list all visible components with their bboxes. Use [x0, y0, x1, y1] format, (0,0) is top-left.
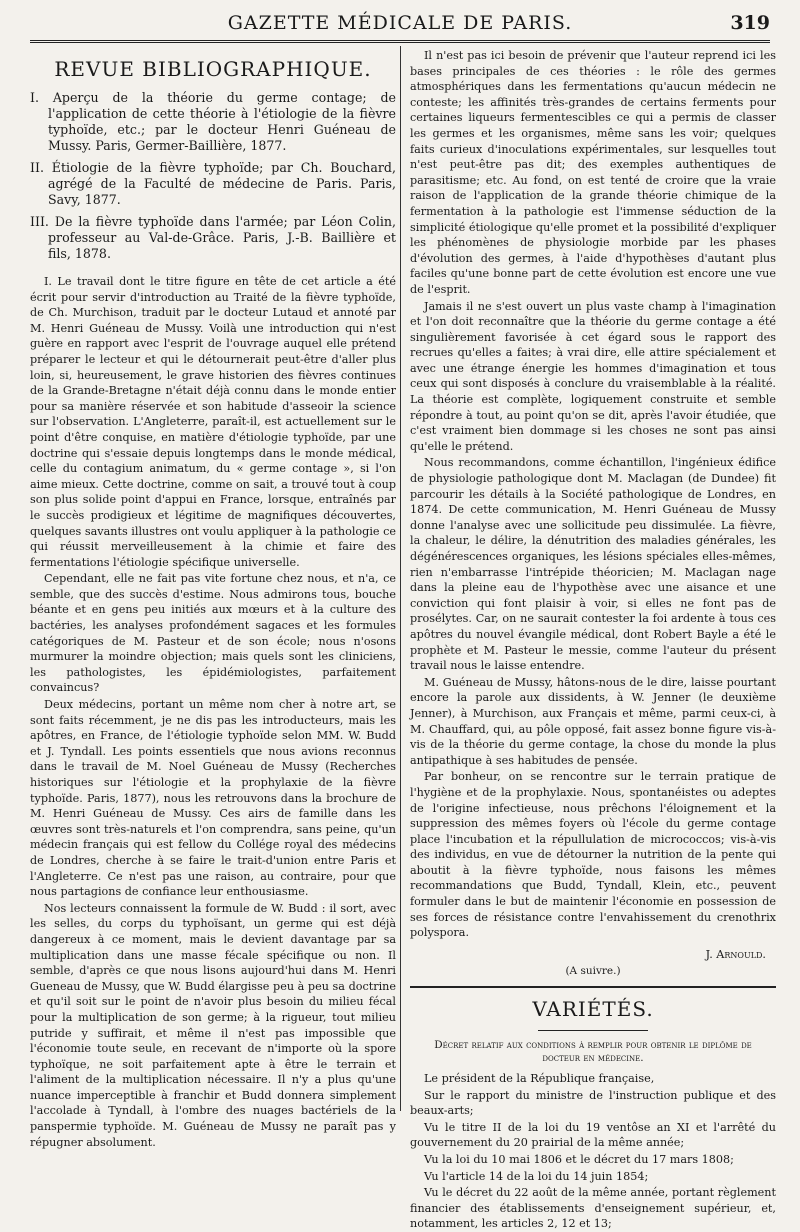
decree-line: Vu le titre II de la loi du 19 ventôse an XI et l'arrêté du gouvernement du 20 prairial de la même année;	[410, 1120, 776, 1150]
decree-body	[410, 1071, 776, 1232]
right-column	[410, 48, 776, 1231]
page-number: 319	[730, 12, 770, 34]
section-title: REVUE BIBLIOGRAPHIQUE.	[54, 57, 372, 81]
bibliography-entry: III. De la fièvre typhoïde dans l'armée; par Léon Colin, professeur au Val-de-Grâce. Paris, J.-B. Baillière et fils, 1878.	[30, 214, 396, 261]
paragraph: Nous recommandons, comme échantillon, l'ingénieux édifice de physiologie pathologique dont M. Maclagan (de Dundee) fit parcourir les détails à la Société pathologique de Londres, en 1874. De cette communication, M. Henri Guéneau de Mussy donne l'analyse avec une sollicitude peu dissimulée. La fièvre, la chaleur, le délire, la dénutrition des maladies générales, les dégénérescences organiques, les lésions spéciales elles-mêmes, rien n'embarrasse l'intrépide théoricien; M. Maclagan nage dans la pleine eau de l'hypothèse avec une aisance et une conviction qui font plaisir à voir, si elles ne font pas de prosélytes. Car, on ne saurait contester la foi ardente à tous ces apôtres du nouvel évangile médical, dont Robert Bayle a été le prophète et M. Pasteur le messie, comme l'auteur du présent travail nous le laisse entendre.	[410, 456, 776, 673]
decree-line: Vu le décret du 22 août de la même année, portant règlement financier des établissements d'enseignement supérieur, et, notamment, les articles 2, 12 et 13;	[410, 1186, 776, 1231]
paragraph: I. Le travail dont le titre figure en tête de cet article a été écrit pour servir d'introduction au Traité de la fièvre typhoïde, de Ch. Murchison, traduit par le docteur Lutaud et annoté par M. Henri Guéneau de Mussy. Voilà une introduction qui n'est guère en rapport avec l'esprit de l'ouvrage auquel elle prétend préparer le lecteur et qui le détournerait peut-être d'aller plus loin, si, heureusement, le grave historien des fièvres continues de la Grande-Bretagne n'était déjà connu dans le monde entier pour sa manière réservée et son habitude d'asseoir la science sur l'observation. L'Angleterre, paraît-il, est actuellement sur le point d'être conquise, en matière d'étiologie typhoïde, par une doctrine qui s'essaie depuis longtemps dans le monde médical, celle du contagium animatum, du « germe contage », si l'on aime mieux. Cette doctrine, comme on sait, a trouvé tout à coup son plus solide point d'appui en France, lorsque, entraînés par le succès prodigieux et légitime de magnifiques découvertes, quelques savants illustres ont voulu appliquer à la pathologie ce qui réussit merveilleusement à la chimie et faire des fermentations l'étiologie spécifique universelle.	[30, 275, 396, 569]
short-rule	[538, 1030, 648, 1031]
column-divider	[400, 46, 401, 1111]
continued-note: (A suivre.)	[565, 965, 621, 978]
paragraph: Par bonheur, on se rencontre sur le terrain pratique de l'hygiène et de la prophylaxie. Nous, spontanéistes ou adeptes de l'origine infectieuse, nous prêchons l'éloignement et la suppression des mêmes foyers où l'école du germe contage place l'incubation et la répullulation de micrococcos; vis-à-vis des individus, en vue de détourner la nutrition de la pente qui aboutit à la fièvre typhoïde, nous faisons les mêmes recommandations que Budd, Tyndall, Klein, etc., peuvent formuler dans le but de maintenir l'économie en possession de ses forces de résistance contre l'envahissement du crenothrix polyspora.	[410, 770, 776, 940]
header-rule	[30, 40, 770, 43]
paragraph: Deux médecins, portant un même nom cher à notre art, se sont faits récemment, je ne dis pas les introducteurs, mais les apôtres, en France, de l'étiologie typhoïde selon MM. W. Budd et J. Tyndall. Les points essentiels que nous avions reconnus dans le travail de M. Noel Guéneau de Mussy (Recherches historiques sur l'étiologie et la prophylaxie de la fièvre typhoïde. Paris, 1877), nous les retrouvons dans la brochure de M. Henri Guéneau de Mussy. Ces airs de famille dans les œuvres sont très-naturels et l'on comprendra, sans peine, qu'un médecin français qui est fellow du Collége royal des médecins de Londres, cherche à se faire le trait-d'union entre Paris et l'Angleterre. Ce n'est pas une raison, au contraire, pour que nous partagions de confiance leur enthousiasme.	[30, 698, 396, 899]
paragraph: Nos lecteurs connaissent la formule de W. Budd : il sort, avec les selles, du corps du typhoïsant, un germe qui est déjà dangereux à ce moment, mais le devient davantage par sa multiplication dans une masse fécale spécifique ou non. Il semble, d'après ce que nous lisons aujourd'hui dans M. Henri Gueneau de Mussy, que W. Budd élargisse peu à peu sa doctrine et qu'il soit sur le point de n'avoir plus besoin du milieu fécal pour la multiplication de son germe; à la rigueur, tout milieu putride y suffirait, et même il n'est pas impossible que l'économie toute seule, en recevant de n'importe où la spore typhoïque, ne soit parfaitement apte à être le terrain et l'aliment de la multiplication nécessaire. Il n'y a plus qu'une nuance imperceptible à franchir et Budd donnera simplement l'accolade à Tyndall, à l'ombre des nuages bactériels de la panspermie typhoïde. M. Guéneau de Mussy ne paraît pas y répugner absolument.	[30, 901, 396, 1149]
paragraph: Il n'est pas ici besoin de prévenir que l'auteur reprend ici les bases principales de ces théories : le rôle des germes atmosphériques dans les fermentations qu'aucun médecin ne conteste; les affinités très-grandes de certains ferments pour certaines liqueurs fermentescibles ce qui a permis de classer les germes et les organismes, même sans les voir; quelques faits curieux d'inoculations expérimentales, sur lesquelles tout n'est peut-être pas dit; des exemples authentiques de parasitisme; etc. Au fond, on est tenté de croire que la vraie raison de l'application de la grande théorie chimique de la fermentation à la pathologie est l'immense séduction de la simplicité étiologique qu'elle promet et la possibilité d'expliquer les phénomènes de physiologie morbide par les phases d'évolution des germes, à l'aide d'hypothèses d'autant plus faciles qu'une bonne part de cette évolution est encore une vue de l'esprit.	[410, 49, 776, 296]
bibliography-entry: II. Étiologie de la fièvre typhoïde; par Ch. Bouchard, agrégé de la Faculté de médecine de Paris. Paris, Savy, 1877.	[30, 160, 396, 207]
varietes-title: VARIÉTÉS.	[532, 997, 654, 1022]
decree-line: Vu la loi du 10 mai 1806 et le décret du 17 mars 1808;	[424, 1153, 734, 1166]
decree-title: Décret relatif aux conditions à remplir pour obtenir le diplôme de docteur en médecine.	[434, 1039, 752, 1065]
left-column	[30, 48, 396, 1149]
section-separator	[410, 986, 776, 988]
paragraph: Cependant, elle ne fait pas vite fortune chez nous, et n'a, ce semble, que des succès d'estime. Nous admirons tous, bouche béante et en gens peu initiés aux mœurs et à la culture des bactéries, les analyses profondément sagaces et les formules catégoriques de M. Pasteur et de son école; nous n'osons murmurer la moindre objection; mais quels sont les cliniciens, les pathologistes, les épidémiologistes, parfaitement convaincus?	[30, 572, 396, 695]
page-header	[30, 10, 770, 38]
decree-line: Sur le rapport du ministre de l'instruction publique et des beaux-arts;	[410, 1088, 776, 1118]
paragraph: Jamais il ne s'est ouvert un plus vaste champ à l'imagination et l'on doit reconnaître que la théorie du germe contage a été singulièrement favorisée à cet égard sous le rapport des recrues qu'elles a faites; à vrai dire, elle attire spécialement et avec une étrange énergie les hommes d'imagination et tous ceux qui sont disposés à conclure du vraisemblable à la réalité. La théorie est complète, logiquement construite et semble répondre à tout, au point qu'on se dit, après l'avoir étudiée, que c'est vraiment bien dommage si les choses ne sont pas ainsi qu'elle le prétend.	[410, 299, 776, 453]
decree-line: Vu l'article 14 de la loi du 14 juin 1854;	[424, 1169, 649, 1183]
journal-title: GAZETTE MÉDICALE DE PARIS.	[227, 12, 573, 34]
paragraph: M. Guéneau de Mussy, hâtons-nous de le dire, laisse pourtant encore la parole aux dissidents, à W. Jenner (le deuxième Jenner), à Murchison, aux Français et même, parmi ceux-ci, à M. Chauffard, qui, au pôle opposé, fait assez bonne figure vis-à-vis de la théorie du germe contage, la chose du monde la plus antipathique à ses habitudes de pensée.	[410, 675, 776, 767]
bibliography-entry: I. Aperçu de la théorie du germe contage; de l'application de cette théorie à l'étiologie de la fièvre typhoïde, etc.; par le docteur Henri Guéneau de Mussy. Paris, Germer-Baillière, 1877.	[30, 90, 396, 153]
decree-line: Le président de la République française,	[424, 1072, 655, 1086]
author-signature: J. Arnould.	[705, 947, 766, 961]
